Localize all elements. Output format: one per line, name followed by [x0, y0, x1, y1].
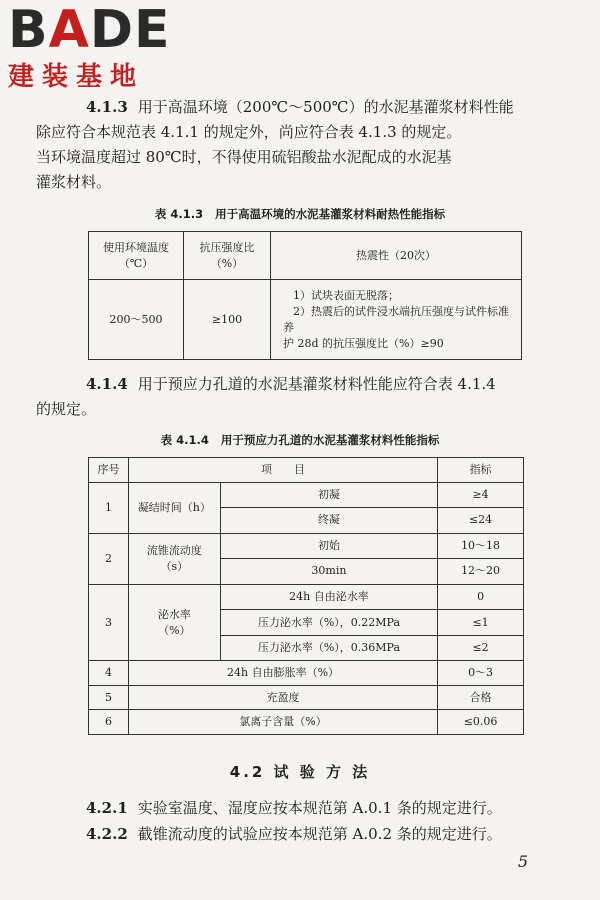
clause-4-2-1: 4.2.1 实验室温度、湿度应按本规范第 A.0.1 条的规定进行。: [86, 799, 502, 817]
table-4-1-3: [88, 231, 522, 360]
clause-4-1-4: 4.1.4 用于预应力孔道的水泥基灌浆材料性能应符合表 4.1.4 的规定。: [36, 375, 496, 418]
table-row: [89, 280, 522, 360]
table-header-row: [89, 458, 524, 483]
table-header-row: [89, 232, 522, 280]
cell-temp: 200～500: [89, 280, 184, 360]
brand-logo: [8, 0, 171, 92]
table-4-1-4-caption: 表 4.1.4 用于预应力孔道的水泥基灌浆材料性能指标: [160, 433, 440, 447]
clause-number: 4.2.2: [86, 825, 128, 843]
table-row: 压力泌水率（%），0.36MPa ≤2: [89, 635, 524, 661]
table-row: 压力泌水率（%），0.22MPa ≤1: [89, 610, 524, 636]
table-4-1-3-caption: 表 4.1.3 用于高温环境的水泥基灌浆材料耐热性能指标: [154, 207, 446, 221]
table-row: 5 充盈度 合格: [89, 685, 524, 710]
table-row: 终凝 ≤24: [89, 508, 524, 534]
header-thermal: 热震性（20次）: [271, 232, 522, 280]
header-temp: 使用环境温度 （℃）: [89, 232, 184, 280]
page-number: 5: [517, 852, 528, 871]
header-ratio: 抗压强度比 （%）: [184, 232, 271, 280]
table-row: 4 24h 自由膨胀率（%） 0～3: [89, 661, 524, 686]
clause-4-2-2: 4.2.2 截锥流动度的试验应按本规范第 A.0.2 条的规定进行。: [86, 825, 502, 843]
table-row: 6 氯离子含量（%） ≤0.06: [89, 710, 524, 735]
cell-thermal: 1）试块表面无脱落； 2）热震后的试件浸水端抗压强度与试件标准养 护 28d 的抗压强度比（%）≥90: [271, 280, 522, 360]
clause-number: 4.2.1: [86, 799, 128, 817]
clause-4-1-3: 4.1.3 用于高温环境（200℃～500℃）的水泥基灌浆材料性能 除应符合本规范表 4.1.1 的规定外，尚应符合表 4.1.3 的规定。 当环境温度超过 80℃时，不得使用硫铝酸盐水泥配成的水泥基 灌浆材料。: [36, 98, 514, 191]
header-seq: 序号: [89, 458, 129, 483]
header-index: 指标: [438, 458, 524, 483]
table-4-1-4: [88, 457, 524, 735]
table-row: 1 凝结时间（h） 初凝 ≥4: [89, 482, 524, 508]
cell-ratio: ≥100: [184, 280, 271, 360]
header-item: 项 目: [128, 458, 437, 483]
logo-wordmark: BADE: [8, 0, 171, 60]
logo-subtitle: 建装基地: [8, 62, 145, 92]
table-row: 30min 12～20: [89, 559, 524, 585]
table-row: 3 泌水率 （%） 24h 自由泌水率 0: [89, 584, 524, 610]
section-heading: 4.2 试 验 方 法: [229, 763, 371, 781]
clause-number: 4.1.4: [86, 375, 128, 393]
table-row: 2 流锥流动度 （s） 初始 10～18: [89, 533, 524, 559]
clause-number: 4.1.3: [86, 98, 128, 116]
